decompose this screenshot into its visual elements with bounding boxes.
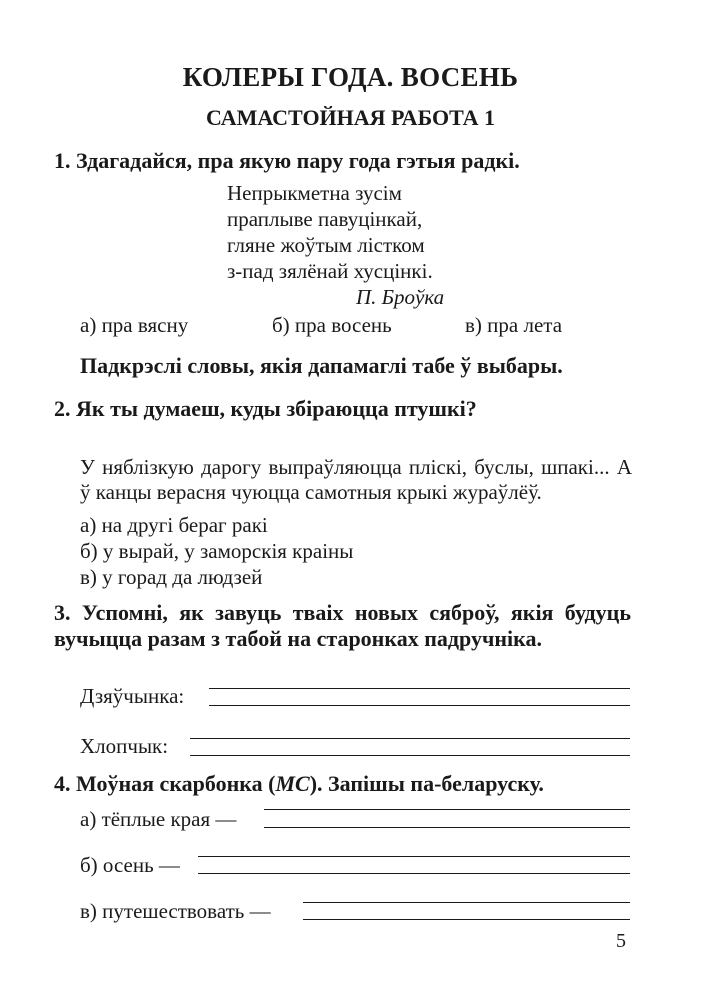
task2-option-c[interactable]: в) у горад да людзей xyxy=(80,565,263,589)
poem-line-3: гляне жоўтым лістком xyxy=(227,233,425,257)
task1-option-a[interactable]: а) пра вясну xyxy=(80,313,189,337)
item-a-answer-line[interactable] xyxy=(264,827,630,828)
task1-option-b[interactable]: б) пра восень xyxy=(272,313,392,337)
page-number: 5 xyxy=(616,930,626,952)
task2-paragraph-text: У няблізкую дарогу выпраўляюцца пліскі, буслы, шпакі... А ў канцы верасня чуюцца самотныя крыкі жураўлёў. xyxy=(80,455,632,504)
girl-label: Дзяўчынка: xyxy=(80,684,185,708)
task4-item-b: б) осень — xyxy=(80,853,180,877)
item-c-answer-line-top xyxy=(303,902,630,903)
item-b-answer-line-top xyxy=(198,856,630,857)
task3-question: 3. Успомні, як завуць тваіх новых сяброў, якія будуць вучыцца разам з табой на старонках падручніка. xyxy=(54,600,631,651)
task4-question-start: 4. Моўная скарбонка ( xyxy=(54,771,276,796)
task4-question xyxy=(54,771,544,797)
task4-question-end: ). Запішы па-беларуску. xyxy=(309,771,544,796)
task2-paragraph xyxy=(80,430,632,505)
poem-author: П. Броўка xyxy=(356,285,445,309)
boy-label: Хлопчык: xyxy=(80,734,169,758)
task4-item-a: а) тёплые края — xyxy=(80,807,237,831)
task4-question-ms: МС xyxy=(275,771,310,796)
item-a-answer-line-top xyxy=(264,809,630,810)
item-c-answer-line[interactable] xyxy=(303,919,630,920)
task2-question: 2. Як ты думаеш, куды збіраюцца птушкі? xyxy=(54,396,477,421)
task4-item-c: в) путешествовать — xyxy=(80,899,271,923)
task2-option-a[interactable]: а) на другі бераг ракі xyxy=(80,513,268,537)
poem-line-2: праплыве павуцінкай, xyxy=(227,207,423,231)
task1-instruction: Падкрэслі словы, якія дапамаглі табе ў выбары. xyxy=(80,353,563,378)
poem-line-1: Непрыкметна зусім xyxy=(227,181,402,205)
task1-question: 1. Здагадайся, пра якую пару года гэтыя радкі. xyxy=(54,148,520,173)
girl-answer-line-top xyxy=(209,688,630,689)
boy-answer-line[interactable] xyxy=(190,755,630,756)
poem-line-4: з-пад зялёнай хусцінкі. xyxy=(227,259,433,283)
page-title: КОЛЕРЫ ГОДА. ВОСЕНЬ xyxy=(182,62,519,92)
item-b-answer-line[interactable] xyxy=(198,873,630,874)
task1-option-c[interactable]: в) пра лета xyxy=(465,313,563,337)
girl-answer-line[interactable] xyxy=(209,705,630,706)
boy-answer-line-top xyxy=(190,738,630,739)
task2-option-b[interactable]: б) у вырай, у заморскія краіны xyxy=(80,539,354,563)
page-subtitle: САМАСТОЙНАЯ РАБОТА 1 xyxy=(205,105,496,130)
